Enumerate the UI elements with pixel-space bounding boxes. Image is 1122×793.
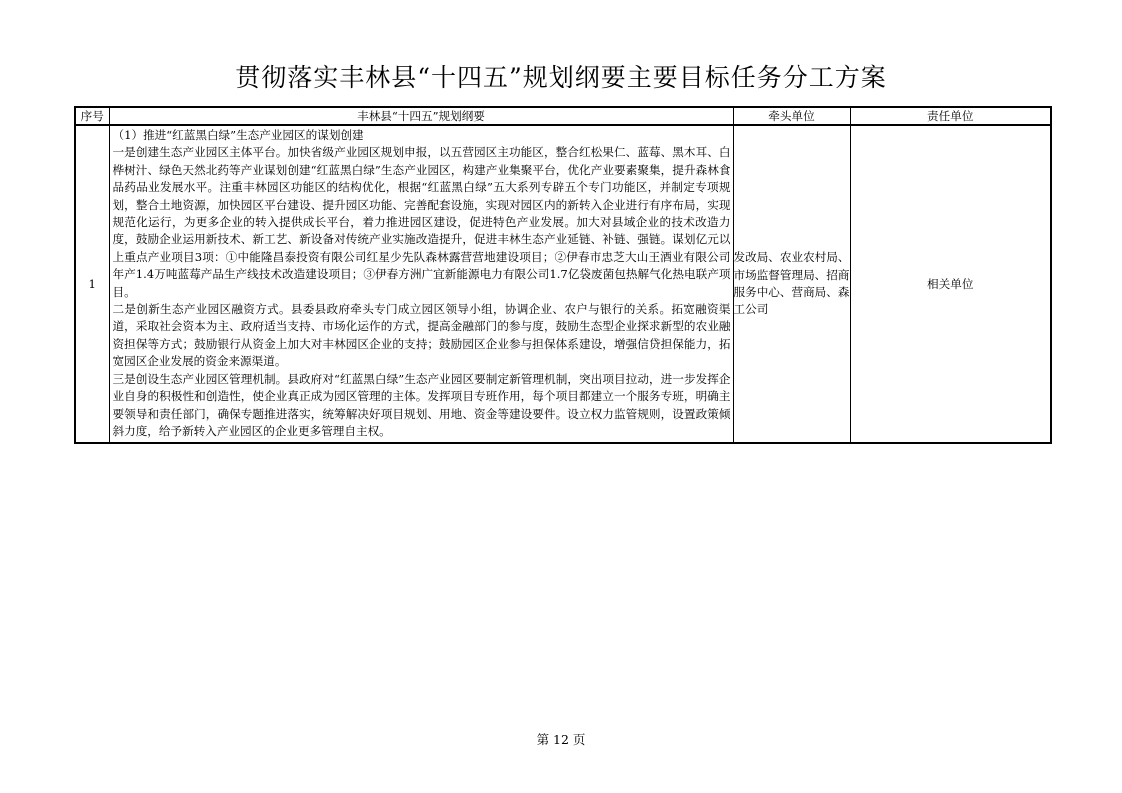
plan-content: [110, 126, 733, 442]
responsible-unit-cell: 相关单位: [850, 125, 1051, 443]
row-number: 1: [75, 125, 109, 443]
table-row: [75, 125, 1051, 443]
table-header-row: [75, 107, 1051, 125]
content-paragraph: 一是创建生态产业园区主体平台。加快省级产业园区规划申报，以五营园区主功能区，整合红松果仁、蓝莓、黑木耳、白桦树汁、绿色天然北药等产业谋划创建“红蓝黑白绿”生态产业园区，构建产业集聚平台，优化产业要素聚集，提升森林食品药品业发展水平。注重丰林园区功能区的结构优化，根据“红蓝黑白绿”五大系列专辟五个专门功能区，并制定专项规划，整合土地资源，加快园区平台建设、提升园区功能、完善配套设施，实现对园区内的新转入企业进行有序布局，实现规范化运行，为更多企业的转入提供成长平台，着力推进园区建设，促进特色产业发展。加大对县域企业的技术改造力度，鼓励企业运用新技术、新工艺、新设备对传统产业实施改造提升，促进丰林生态产业延链、补链、强链。谋划亿元以上重点产业项目3项：①中能隆昌泰投资有限公司红星少先队森林露营营地建设项目；②伊春市忠芝大山王酒业有限公司年产1.4万吨蓝莓产品生产线技术改造建设项目；③伊春方洲广宜新能源电力有限公司1.7亿袋废菌包热解气化热电联产项目。: [112, 145, 731, 299]
header-lead-unit: 牵头单位: [733, 107, 850, 125]
content-paragraph: （1）推进“红蓝黑白绿”生态产业园区的谋划创建: [112, 128, 364, 142]
page-number: 第 12 页: [536, 732, 586, 747]
lead-unit-cell: 发改局、农业农村局、市场监督管理局、招商服务中心、营商局、森工公司: [733, 125, 850, 443]
plan-content-cell: [109, 125, 733, 443]
content-paragraph: 三是创设生态产业园区管理机制。县政府对“红蓝黑白绿”生态产业园区要制定新管理机制，突出项目拉动，进一步发挥企业自身的积极性和创造性，使企业真正成为园区管理的主体。发挥项目专班作用，每个项目都建立一个服务专班，明确主要领导和责任部门，确保专题推进落实，统筹解决好项目规划、用地、资金等建设要件。设立权力监管规则，设置政策倾斜力度，给予新转入产业园区的企业更多管理自主权。: [112, 371, 731, 438]
task-allocation-table: [74, 106, 1052, 444]
header-plan: 丰林县“十四五”规划纲要: [109, 107, 733, 125]
page-title: 贯彻落实丰林县“十四五”规划纲要主要目标任务分工方案: [235, 63, 887, 92]
header-responsible-unit: 责任单位: [850, 107, 1051, 125]
header-no: 序号: [75, 107, 109, 125]
content-paragraph: 二是创新生态产业园区融资方式。县委县政府牵头专门成立园区领导小组，协调企业、农户与银行的关系。拓宽融资渠道，采取社会资本为主、政府适当支持、市场化运作的方式，提高金融部门的参与度，鼓励生态型企业探求新型的农业融资担保等方式；鼓励银行从资金上加大对丰林园区企业的支持；鼓励园区企业参与担保体系建设，增强信贷担保能力，拓宽园区企业发展的资金来源渠道。: [112, 302, 731, 369]
